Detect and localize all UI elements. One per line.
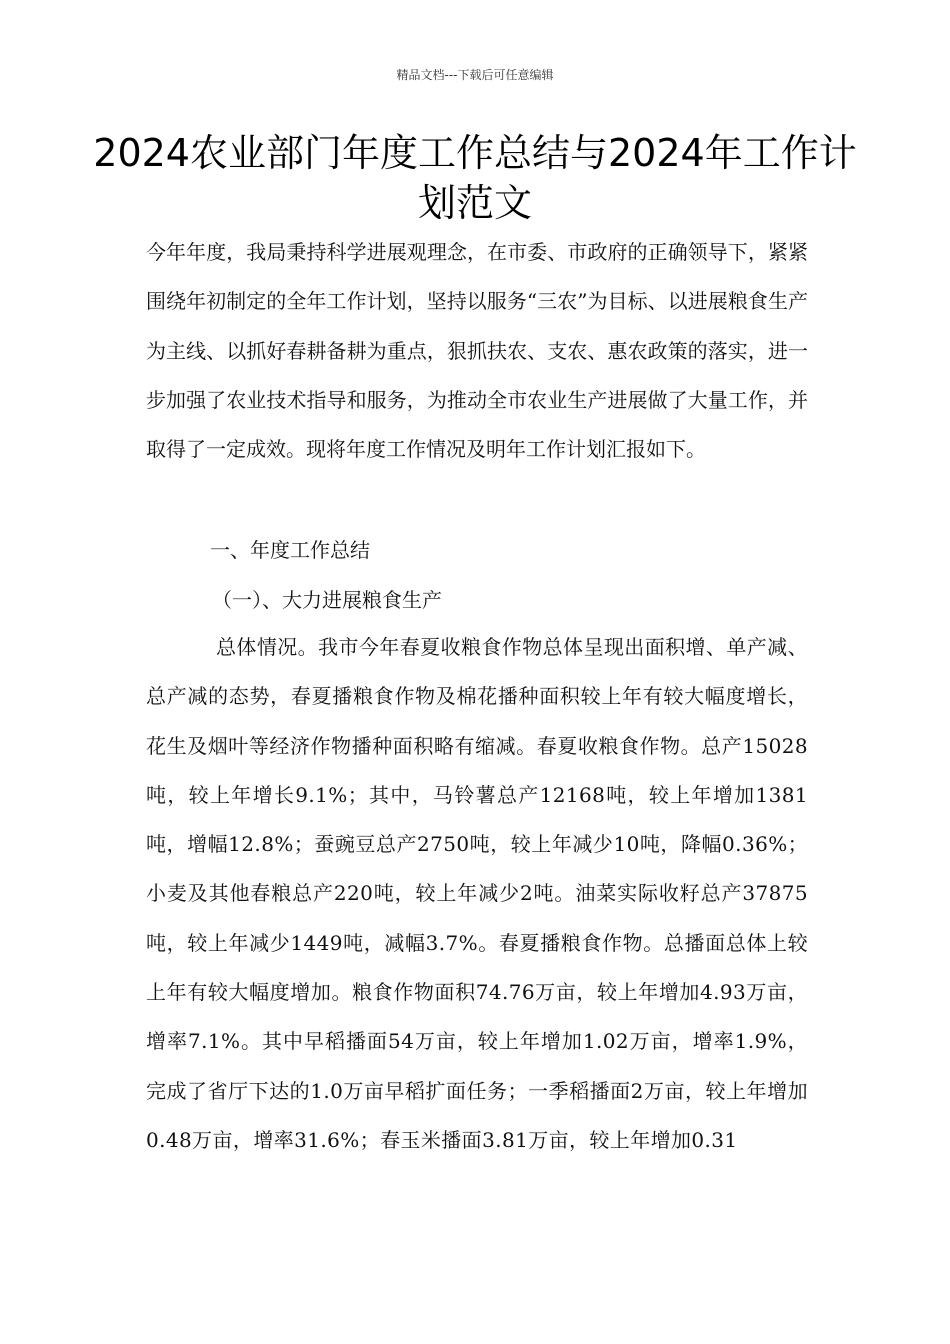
- page-header: 精品文档---下载后可任意编辑: [396, 68, 554, 82]
- intro-text: 今年年度，我局秉持科学进展观理念，在市委、市政府的正确领导下，紧紧围绕年初制定的全年工作计划，坚持以服务“三农”为目标、以进展粮食生产为主线、以抓好春耕备耕为重点，狠抓扶农、支农、惠农政策的落实，进一步加强了农业技术指导和服务，为推动全市农业生产进展做了大量工作，并取得了一定成效。现将年度工作情况及明年工作计划汇报如下。: [146, 240, 808, 462]
- body-text: 总体情况。我市今年春夏收粮食作物总体呈现出面积增、单产减、总产减的态势，春夏播粮食作物及棉花播种面积较上年有较大幅度增长，花生及烟叶等经济作物播种面积略有缩减。春夏收粮食作物。总产15028吨，较上年增长9.1%；其中，马铃薯总产12168吨，较上年增加1381吨，增幅12.8%；蚕豌豆总产2750吨，较上年减少10吨，降幅0.36%；小麦及其他春粮总产220吨，较上年减少2吨。油菜实际收籽总产37875吨，较上年减少1449吨，减幅3.7%。春夏播粮食作物。总播面总体上较上年有较大幅度增加。粮食作物面积74.76万亩，较上年增加4.93万亩，增率7.1%。其中早稻播面54万亩，较上年增加1.02万亩，增率1.9%，完成了省厅下达的1.0万亩早稻扩面任务；一季稻播面2万亩，较上年增加0.48万亩，增率31.6%；春玉米播面3.81万亩，较上年增加0.31: [146, 635, 808, 1152]
- intro-paragraph: [146, 228, 808, 474]
- document-title: 2024农业部门年度工作总结与2024年工作计划范文: [93, 131, 857, 225]
- subsection-heading: （一）、大力进展粮食生产: [212, 588, 442, 612]
- body-paragraph: [146, 623, 808, 1165]
- section-heading: 一、年度工作总结: [210, 538, 370, 562]
